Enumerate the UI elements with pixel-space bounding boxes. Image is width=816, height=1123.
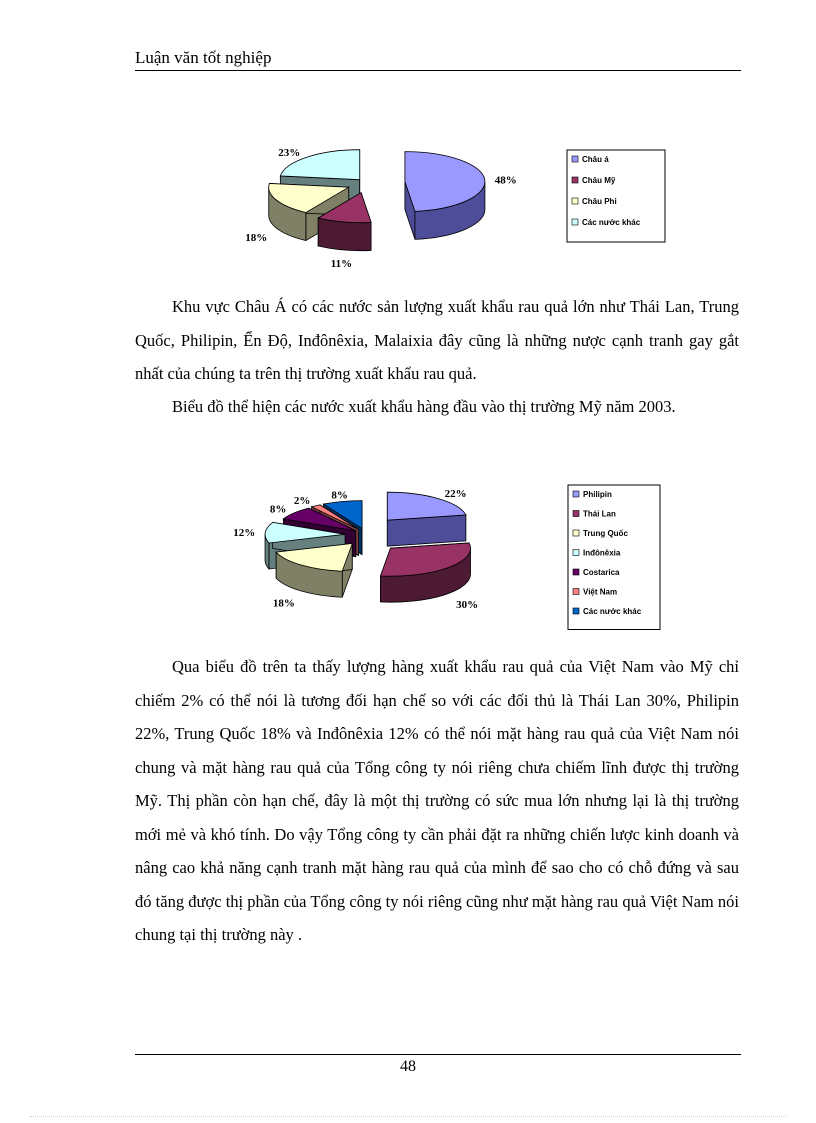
legend-label-trung-quoc: Trung Quốc [583,529,628,538]
legend-label-cac-nuoc-khac: Các nước khác [582,218,641,227]
legend-swatch-costarica [573,569,579,575]
data-label-trung-quoc: 18% [272,597,295,610]
data-label-thai-lan: 30% [456,599,479,612]
paragraph-analysis: Qua biểu đồ trên ta thấy lượng hàng xuất khẩu rau quả của Việt Nam vào Mỹ chỉ chiếm 2% có thể nói là tương đối hạn chế so với các đối thủ là Thái Lan 30%, Philipin 22%, Trung Quốc 18% và Inđônêxia 12% có thể nói mặt hàng rau quả của Việt Nam nói chung và mặt hàng rau quả của Tổng công ty nói riêng chưa chiếm lĩnh được thị trường Mỹ. Thị phần còn hạn chế, đây là một thị trường có sức mua lớn nhưng lại là thị trường mới mẻ và khó tính. Do vậy Tổng công ty cần phải đặt ra những chiến lược kinh doanh và nâng cao khả năng cạnh tranh mặt hàng rau quả của mình để sao cho có chỗ đứng và sau đó tăng được thị phần của Tổng công ty nói riêng cũng như mặt hàng rau quả Việt Nam nói chung tại thị trường này . [135,657,739,944]
pie-slice-chau-a [405,152,485,240]
legend-swatch-cac-nuoc-khac [573,608,579,614]
legend-swatch-cac-nuoc-khac [572,219,578,225]
legend-label-chau-a: Châu á [582,155,609,164]
legend-label-chau-phi: Châu Phi [582,197,617,206]
data-label-chau-my: 11% [330,257,353,270]
running-header: Luận văn tốt nghiệp [135,48,272,67]
data-label-philipin: 22% [444,488,467,501]
legend-swatch-chau-phi [572,198,578,204]
pie-slice-trung-quoc [276,543,352,597]
chart-legend [568,485,660,630]
legend-swatch-chau-a [572,156,578,162]
data-label-chau-phi: 18% [245,231,268,244]
legend-label-cac-nuoc-khac: Các nước khác [583,607,642,616]
legend-label-chau-my: Châu Mỹ [582,176,616,185]
legend-label-costarica: Costarica [583,568,620,577]
legend-swatch-indonexia [573,550,579,556]
legend-swatch-trung-quoc [573,530,579,536]
pie-slice-thai-lan [380,543,470,602]
data-label-cac-nuoc-khac: 8% [331,489,348,502]
legend-label-thai-lan: Thái Lan [583,509,616,519]
footer-divider [135,1054,741,1055]
header-divider [135,70,741,71]
data-label-cac-nuoc-khac: 23% [278,146,301,159]
data-label-chau-a: 48% [494,174,517,187]
chart-legend [567,150,665,242]
legend-label-viet-nam: Việt Nam [583,587,618,597]
page-number: 48 [400,1058,416,1075]
legend-label-indonexia: Inđônêxia [583,548,621,558]
data-label-costarica: 8% [269,503,287,516]
pie-chart-export-by-region [215,135,675,275]
pie-chart-top-exporters-to-us [200,485,670,630]
data-label-viet-nam: 2% [293,494,311,507]
legend-label-philipin: Philipin [583,490,612,499]
page-edge-dots [30,1116,786,1117]
legend-swatch-chau-my [572,177,578,183]
legend-swatch-viet-nam [573,589,579,595]
data-label-indonexia: 12% [233,527,256,540]
paragraph-asia-exporters: Khu vực Châu Á có các nước sản lượng xuất khẩu rau quả lớn như Thái Lan, Trung Quốc, Philipin, Ển Độ, Inđônêxia, Malaixia đây cũng là những nược cạnh tranh gay gắt nhất của chúng ta trên thị trường xuất khẩu rau quả. [135,297,739,383]
paragraph-chart-caption: Biểu đồ thể hiện các nước xuất khẩu hàng đầu vào thị trường Mỹ năm 2003. [172,397,676,416]
legend-swatch-thai-lan [573,511,579,517]
pie-slice-philipin [387,492,466,546]
legend-swatch-philipin [573,491,579,497]
